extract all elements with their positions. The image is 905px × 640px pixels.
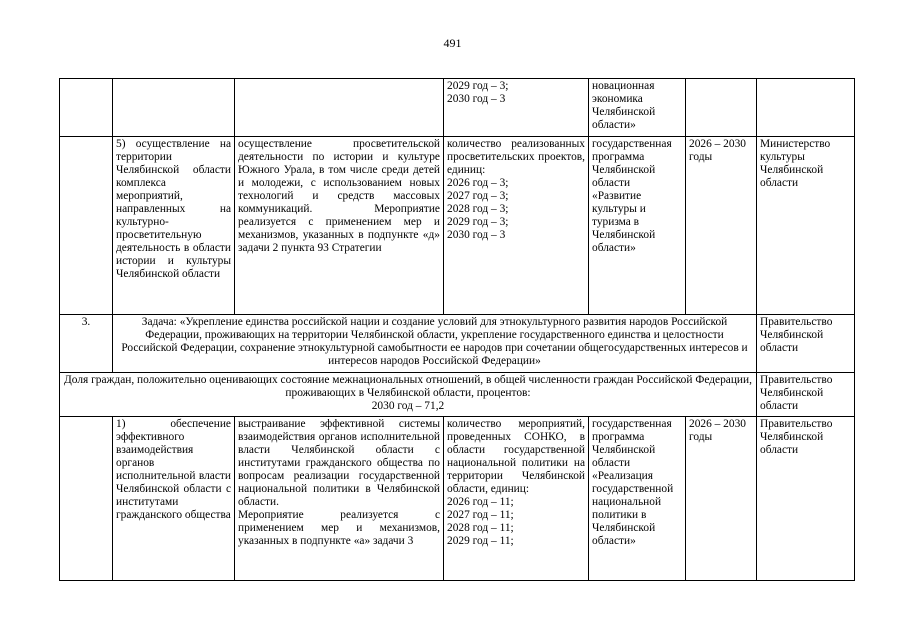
description-cell	[235, 79, 444, 137]
indicator-line: 2030 год – 3	[447, 229, 506, 241]
program-cell: государственная программа Челябинской области «Развитие культуры и туризма в Челябинской области»	[589, 137, 686, 315]
indicator-line: 2026 год – 3;	[447, 177, 509, 189]
period-cell	[686, 79, 757, 137]
indicator-line: 2030 год – 3	[447, 93, 506, 105]
table-row-task-3	[60, 315, 855, 373]
share-value: 2030 год – 71,2	[371, 400, 445, 412]
indicator-line: 2028 год – 3;	[447, 203, 509, 215]
program-cell: государственная программа Челябинской области «Реализация государственной национальной политики в Челябинской области»	[589, 417, 686, 581]
indicator-line: 2029 год – 3;	[447, 216, 509, 228]
event-cell: 1) обеспечение эффективного взаимодействия органов исполнительной власти Челябинской области с институтами гражданского общества	[113, 417, 235, 581]
indicator-cell	[444, 417, 589, 581]
number-cell	[60, 137, 113, 315]
executor-cell: Правительство Челябинской области	[757, 315, 855, 373]
indicator-line: 2028 год – 11;	[447, 522, 514, 534]
program-cell: новационная экономика Челябинской области»	[589, 79, 686, 137]
indicator-cell	[444, 137, 589, 315]
period-cell: 2026 – 2030 годы	[686, 137, 757, 315]
strategy-table	[59, 78, 855, 581]
indicator-intro: количество реализованных просветительских проектов, единиц:	[447, 138, 585, 176]
table-row-1	[60, 417, 855, 581]
executor-cell: Министерство культуры Челябинской области	[757, 137, 855, 315]
indicator-line: 2029 год – 3;	[447, 80, 509, 92]
period-cell: 2026 – 2030 годы	[686, 417, 757, 581]
description-cell	[235, 417, 444, 581]
description-text: Мероприятие реализуется с применением мер и механизмов, указанных в подпункте «а» задачи 3	[238, 509, 440, 547]
number-cell	[60, 79, 113, 137]
indicator-line: 2026 год – 11;	[447, 496, 514, 508]
executor-cell: Правительство Челябинской области	[757, 417, 855, 581]
event-cell: 5) осуществление на территории Челябинской области комплекса мероприятий, направленных на культурно-просветительную деятельность в области истории и культуры Челябинской области	[113, 137, 235, 315]
table-row-continued	[60, 79, 855, 137]
number-cell	[60, 417, 113, 581]
number-cell: 3.	[60, 315, 113, 373]
table-row-5	[60, 137, 855, 315]
indicator-cell	[444, 79, 589, 137]
event-cell	[113, 79, 235, 137]
indicator-line: 2029 год – 11;	[447, 535, 514, 547]
task-cell: Задача: «Укрепление единства российской нации и создание условий для этнокультурного развития народов Российской Федерации, проживающих на территории Челябинской области, укрепление государственного единства и целостности Российской Федерации, сохранение этнокультурной самобытности ее народов при сочетании общегосударственных интересов и интересов народов Российской Федерации»	[113, 315, 757, 373]
share-text: Доля граждан, положительно оценивающих состояние межнациональных отношений, в общей численности граждан Российской Федерации, проживающих в Челябинской области, процентов:	[64, 374, 752, 399]
page-number: 491	[443, 36, 462, 50]
indicator-intro: количество мероприятий, проведенных СОНКО, в области государственной национальной политики на территории Челябинской области, единиц:	[447, 418, 585, 495]
indicator-line: 2027 год – 3;	[447, 190, 509, 202]
share-cell	[60, 373, 757, 417]
table-row-share	[60, 373, 855, 417]
description-text: выстраивание эффективной системы взаимодействия органов исполнительной власти Челябинской области с институтами гражданского общества по вопросам реализации государственной национальной политики в Челябинской области.	[238, 418, 440, 508]
executor-cell: Правительство Челябинской области	[757, 373, 855, 417]
description-cell: осуществление просветительской деятельности по истории и культуре Южного Урала, в том числе среди детей и молодежи, с использованием новых технологий и средств массовых коммуникаций. Мероприятие реализуется с применением мер и механизмов, указанных в подпункте «д» задачи 2 пункта 93 Стратегии	[235, 137, 444, 315]
indicator-line: 2027 год – 11;	[447, 509, 514, 521]
executor-cell	[757, 79, 855, 137]
